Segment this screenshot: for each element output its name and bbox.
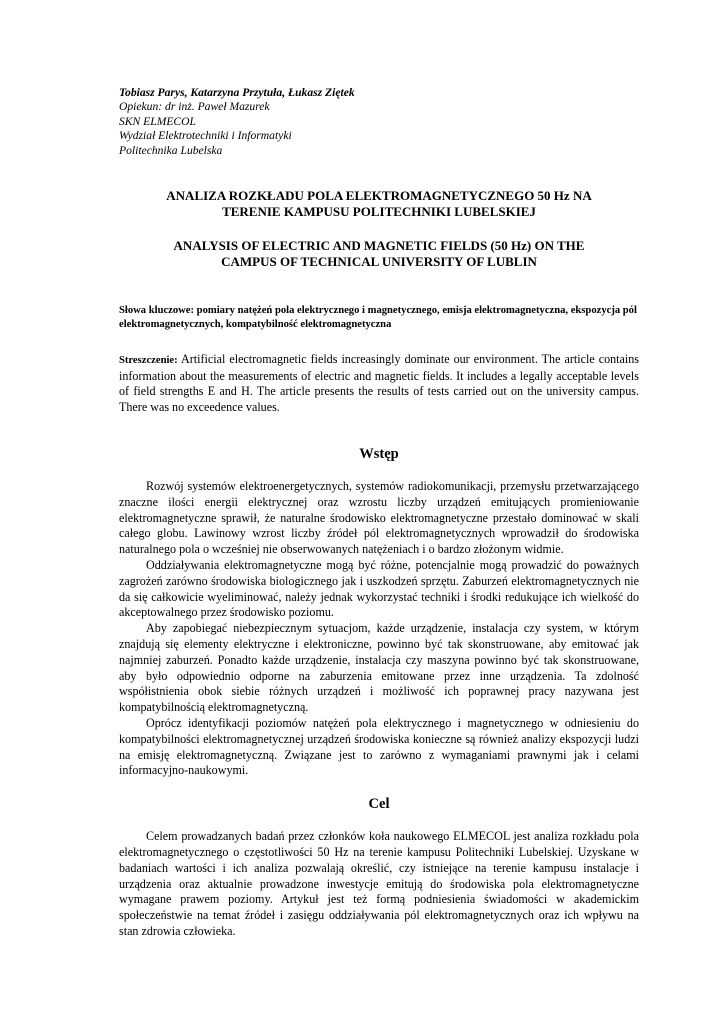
introduction-body (119, 479, 639, 779)
abstract (119, 352, 639, 416)
title-english-line-1: ANALYSIS OF ELECTRIC AND MAGNETIC FIELDS (50 Hz) ON THE (173, 238, 585, 254)
title-polish-line-1: ANALIZA ROZKŁADU POLA ELEKTROMAGNETYCZNEGO 50 Hz NA (166, 188, 592, 204)
paragraph: Oprócz identyfikacji poziomów natężeń pola elektrycznego i magnetycznego w odniesieniu do kompatybilności elektromagnetycznej urządzeń środowiska konieczne są również analizy ekspozycji ludzi na emisję elektromagnetyczną. Związane jest to zarówno z wymaganiami prawnymi jak i celami informacyjno-naukowymi. (119, 715, 639, 778)
title-english-line-2: CAMPUS OF TECHNICAL UNIVERSITY OF LUBLIN (221, 254, 537, 270)
title-english (119, 238, 639, 270)
faculty: Wydział Elektrotechniki i Informatyki (119, 129, 292, 143)
paragraph: Celem prowadzanych badań przez członków koła naukowego ELMECOL jest analiza rozkładu pola elektromagnetycznego o częstotliwości 50 Hz na terenie kampusu Politechniki Lubelskiej. Uzyskane w badaniach wartości i ich analiza pozwalają określić, czy istniejące na terenie kampusu instalacje i urządzenia oraz aktualnie prowadzone inwestycje emitują do środowiska pola elektromagnetyczne wymagane prawem poziomy. Artykuł jest też formą podniesienia świadomości w akademickim społeczeństwie na temat źródeł i zasięgu oddziaływania pól elektromagnetycznych oraz ich wpływu na stan zdrowia człowieka. (119, 829, 639, 938)
title-polish-line-2: TERENIE KAMPUSU POLITECHNIKI LUBELSKIEJ (222, 204, 536, 220)
author-block (119, 86, 639, 158)
university: Politechnika Lubelska (119, 143, 223, 157)
abstract-label: Streszczenie: (119, 354, 178, 366)
section-heading-introduction: Wstęp (359, 446, 399, 463)
goal-body (119, 829, 639, 940)
section-heading-goal: Cel (368, 796, 390, 813)
keywords: Słowa kluczowe: pomiary natężeń pola elektrycznego i magnetycznego, emisja elektromagnetyczna, ekspozycja pól elektromagnetycznych, kompatybilność elektromagnetyczna (119, 305, 637, 331)
paper-page (119, 86, 639, 940)
title-polish (119, 188, 639, 220)
supervisor: Opiekun: dr inż. Paweł Mazurek (119, 100, 270, 114)
abstract-text: Artificial electromagnetic fields increasingly dominate our environment. The article contains information about the measurements of electric and magnetic fields. It includes a legally acceptable levels of field strengths E and H. The article presents the results of tests carried out on the university campus. There was no exceedence values. (119, 351, 640, 415)
paragraph: Rozwój systemów elektroenergetycznych, systemów radiokomunikacji, przemysłu przetwarzającego znaczne ilości energii elektrycznej oraz wzrostu liczby urządzeń emitujących promieniowanie elektromagnetyczne sprawił, że naturalne środowisko elektromagnetyczne przestało dominować w skali całego globu. Lawinowy wzrost liczby źródeł pól elektromagnetycznych wprowadził do środowiska naturalnego pola o wcześniej nie obserwowanych natężeniach i o bardzo złożonym widmie. (119, 479, 639, 557)
student-club: SKN ELMECOL (119, 114, 196, 128)
paragraph: Aby zapobiegać niebezpiecznym sytuacjom, każde urządzenie, instalacja czy system, w którym znajdują się elementy elektryczne i elektroniczne, powinno być tak skonstruowane, aby emitować jak najmniej zaburzeń. Ponadto każde urządzenie, instalacja czy maszyna powinno być tak skonstruowane, aby było odpowiednio odporne na zaburzenia emitowane przez inne urządzenia. Ta zdolność współistnienia obok siebie różnych urządzeń i możliwość ich poprawnej pracy nazywana jest kompatybilnością elektromagnetyczną. (119, 621, 639, 715)
author-names: Tobiasz Parys, Katarzyna Przytuła, Łukasz Ziętek (119, 86, 355, 99)
paragraph: Oddziaływania elektromagnetyczne mogą być różne, potencjalnie mogą prowadzić do poważnych zagrożeń zarówno środowiska biologicznego jak i uszkodzeń sprzętu. Zaburzeń elektromagnetycznych nie da się całkowicie wyeliminować, należy jednak wykorzystać techniki i środki redukujące ich wielkość do akceptowalnego przez środowisko poziomu. (119, 558, 639, 620)
